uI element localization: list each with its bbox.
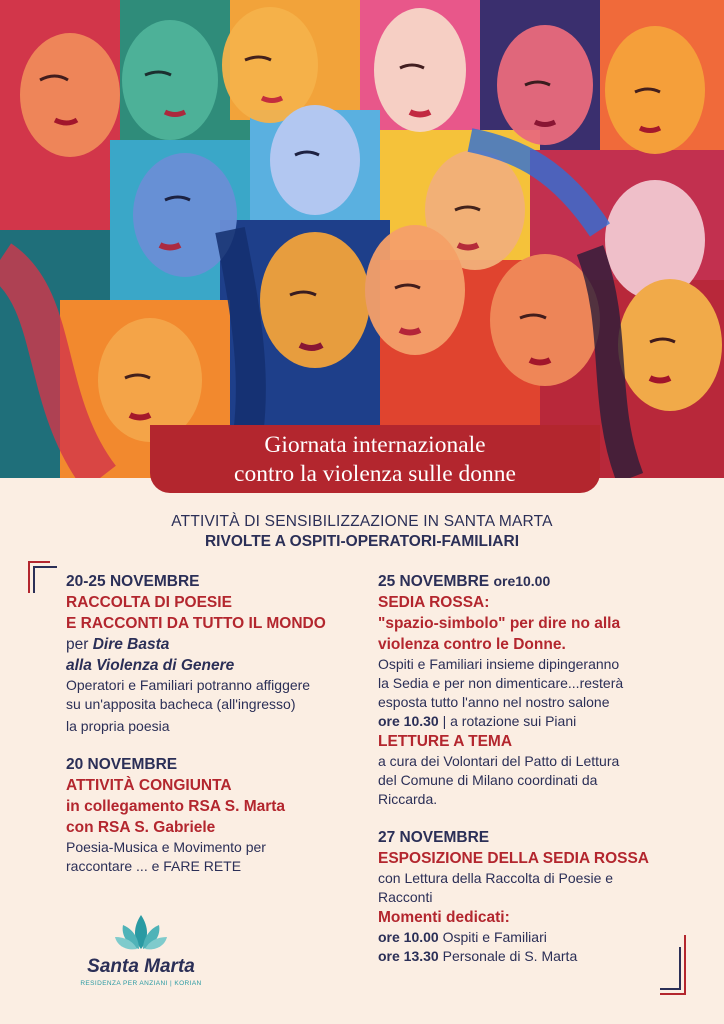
event-time: ore 10.30 bbox=[378, 713, 439, 729]
banner-title-line2: contro la violenza sulle donne bbox=[234, 461, 516, 487]
subtitle-line2: RIVOLTE A OSPITI-OPERATORI-FAMILIARI bbox=[204, 533, 520, 550]
event-title: ATTIVITÀ CONGIUNTA bbox=[66, 777, 232, 794]
event-emphasis: Dire Basta bbox=[92, 636, 170, 653]
event-text: del Comune di Milano coordinati da bbox=[378, 772, 598, 788]
event-date: 27 NOVEMBRE bbox=[378, 829, 490, 846]
event-text: la propria poesia bbox=[66, 718, 170, 734]
subtitle bbox=[0, 513, 724, 551]
event-text: esposta tutto l'anno nel nostro salone bbox=[378, 694, 610, 710]
event-text: Ospiti e Familiari bbox=[442, 929, 547, 945]
event-date: 20 NOVEMBRE bbox=[66, 756, 178, 773]
event-text: a cura dei Volontari del Patto di Lettura bbox=[378, 753, 620, 769]
event-text: Personale di S. Marta bbox=[442, 948, 578, 964]
title-banner bbox=[150, 425, 600, 493]
santa-marta-logo bbox=[76, 905, 206, 987]
event-emphasis: alla Violenza di Genere bbox=[66, 657, 235, 674]
event-time: ore10.00 bbox=[493, 573, 551, 589]
event-text: per bbox=[66, 636, 89, 653]
event-date: 25 NOVEMBRE bbox=[378, 573, 490, 590]
event-date: 20-25 NOVEMBRE bbox=[66, 573, 200, 590]
event-time: ore 10.00 bbox=[378, 929, 439, 945]
banner-title-line1: Giornata internazionale bbox=[264, 432, 486, 458]
event-title: "spazio-simbolo" per dire no alla bbox=[378, 615, 621, 632]
event-title: RACCOLTA DI POESIE bbox=[66, 594, 232, 611]
event-time: ore 13.30 bbox=[378, 948, 439, 964]
lotus-leaves-icon bbox=[111, 905, 171, 953]
right-column bbox=[378, 571, 698, 966]
event-text: Racconti bbox=[378, 889, 433, 905]
event-text: Riccarda. bbox=[378, 791, 438, 807]
event-title: con RSA S. Gabriele bbox=[66, 819, 216, 836]
event-text: Operatori e Familiari potranno affiggere bbox=[66, 677, 311, 693]
event-title: violenza contro le Donne. bbox=[378, 636, 566, 653]
logo-subtitle: RESIDENZA PER ANZIANI | KORIAN bbox=[80, 980, 202, 987]
event-text: con Lettura della Raccolta di Poesie e bbox=[378, 870, 614, 886]
subtitle-line1: ATTIVITÀ DI SENSIBILIZZAZIONE IN SANTA MARTA bbox=[171, 513, 553, 530]
event-text: Poesia-Musica e Movimento per bbox=[66, 839, 266, 855]
event-title: LETTURE A TEMA bbox=[378, 733, 513, 750]
event-title: E RACCONTI DA TUTTO IL MONDO bbox=[66, 615, 326, 632]
event-title: in collegamento RSA S. Marta bbox=[66, 798, 286, 815]
logo-name: Santa Marta bbox=[87, 956, 195, 977]
event-text: raccontare ... e FARE RETE bbox=[66, 858, 242, 874]
left-column bbox=[66, 571, 366, 876]
women-faces-artwork bbox=[0, 0, 724, 478]
event-text: | a rotazione sui Piani bbox=[442, 713, 577, 729]
event-text: Ospiti e Familiari insieme dipingeranno bbox=[378, 656, 620, 672]
event-title: SEDIA ROSSA: bbox=[378, 594, 490, 611]
event-text: su un'apposita bacheca (all'ingresso) bbox=[66, 696, 296, 712]
corner-mark-top-left bbox=[28, 561, 58, 593]
event-subtitle: Momenti dedicati: bbox=[378, 909, 510, 926]
event-text: la Sedia e per non dimenticare...resterà bbox=[378, 675, 624, 691]
event-title: ESPOSIZIONE DELLA SEDIA ROSSA bbox=[378, 850, 650, 867]
